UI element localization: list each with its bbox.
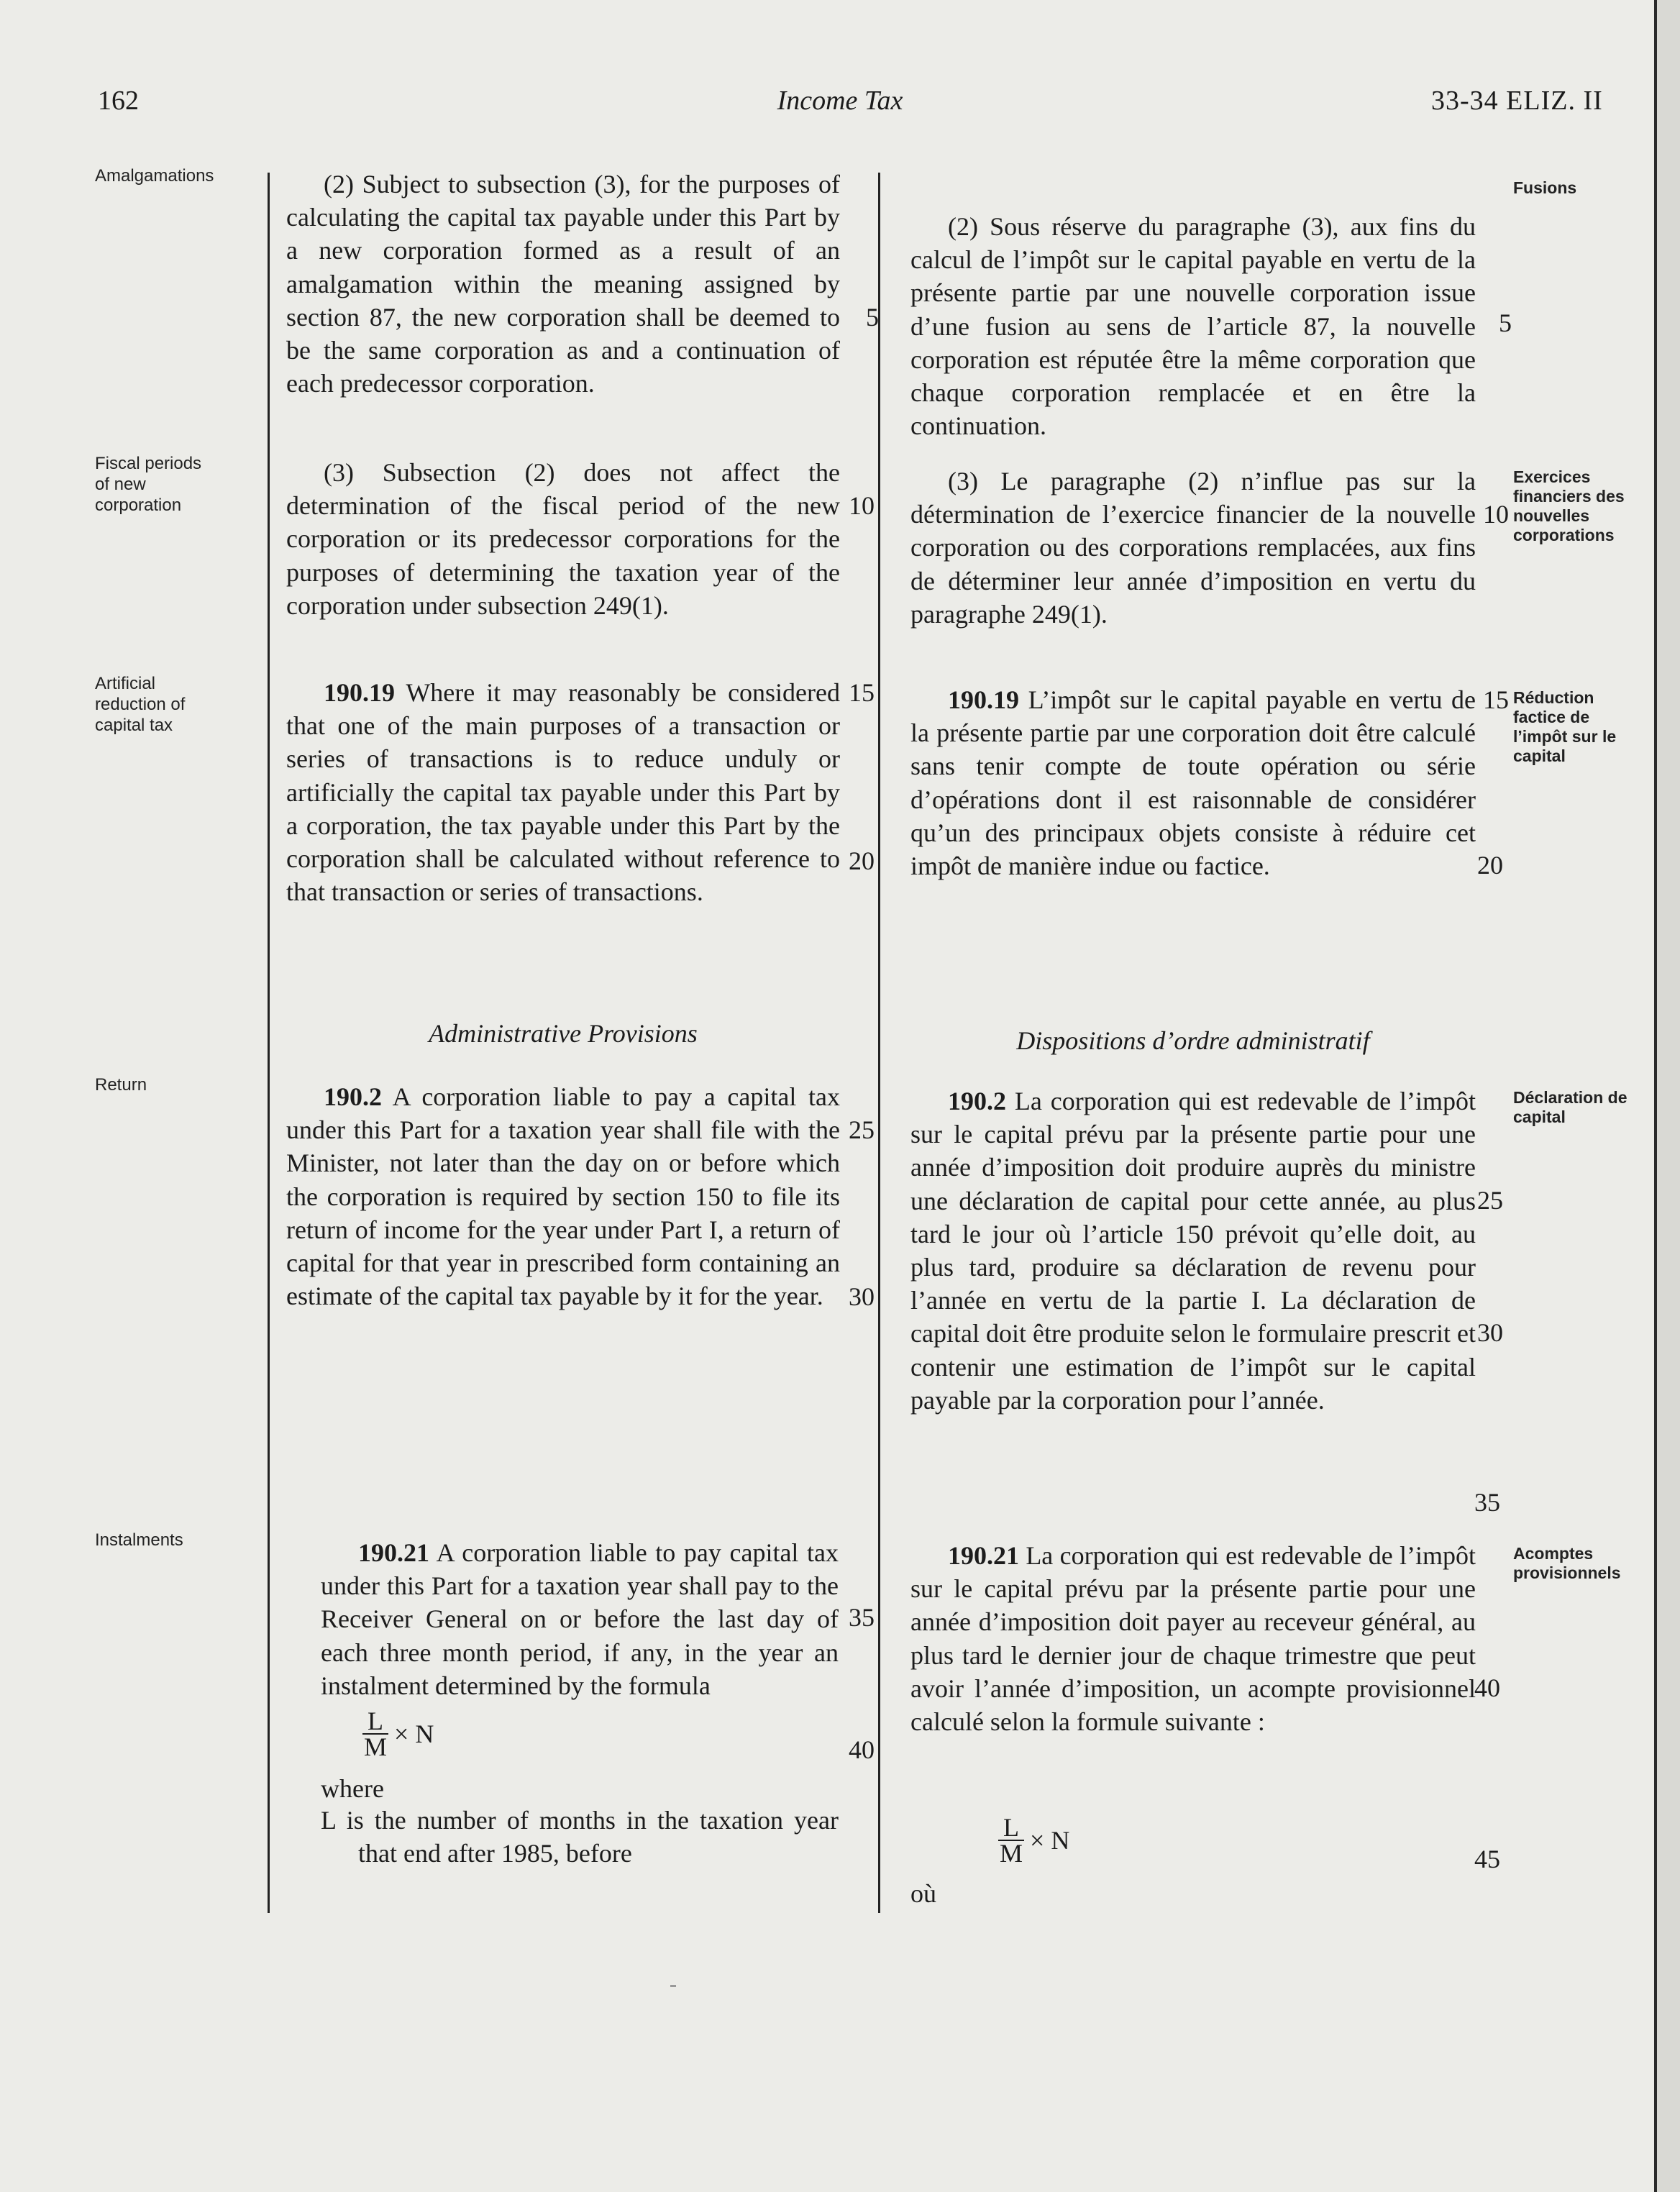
- page-number: 162: [98, 86, 139, 116]
- en-line-number: 40: [849, 1735, 875, 1764]
- margin-note-artificial-reduction: Artificial reduction of capital tax: [95, 674, 186, 735]
- margin-note-declaration: Déclaration de capital: [1513, 1088, 1628, 1126]
- margin-note-amalgamations: Amalgamations: [95, 166, 214, 186]
- en-section-190-19: 190.19 Where it may reasonably be considered that one of the main purposes of a transaction or series of transactions is to reduce unduly or artificially the capital tax payable under this Part by a corporation, the tax payable under this Part by the corporation shall be calculated without reference to that transaction or series of transactions.: [286, 678, 840, 907]
- fr-line-number: 45: [1474, 1845, 1500, 1873]
- fr-line-number: 30: [1477, 1318, 1503, 1347]
- en-admin-heading: Administrative Provisions: [429, 1019, 698, 1048]
- en-where: where: [321, 1774, 384, 1803]
- en-line-number: 25: [849, 1115, 875, 1144]
- fr-line-number: 40: [1474, 1673, 1500, 1702]
- fr-section-number-190-21: 190.21: [948, 1541, 1019, 1570]
- fr-admin-heading: Dispositions d’ordre administratif: [1016, 1026, 1370, 1055]
- margin-note-reduction: Réduction factice de l’impôt sur le capital: [1513, 688, 1617, 765]
- fr-line-number: 20: [1477, 851, 1503, 880]
- en-line-number: 30: [849, 1282, 875, 1311]
- fr-section-190-19: 190.19 L’impôt sur le capital payable en vertu de la présente partie par une corporation doit être calculé sans tenir compte de toute opération ou série d’opérations dont il est raisonnable de considérer qu’un des principaux objets consiste à réduire cet impôt de manière indue ou factice.: [910, 685, 1476, 881]
- fr-formula: $\frac{L}{M}$ × N: [1000, 1813, 1070, 1868]
- en-line-number: 15: [849, 678, 875, 707]
- en-line-number: 5: [866, 303, 879, 332]
- margin-note-fusions: Fusions: [1513, 178, 1577, 197]
- column-rule-middle: [878, 173, 880, 1913]
- fr-line-number: 15: [1483, 685, 1509, 714]
- fr-line-number: 5: [1499, 309, 1512, 337]
- en-line-number: 10: [849, 491, 875, 520]
- margin-note-return: Return: [95, 1075, 147, 1095]
- fr-section-190-2: 190.2 La corporation qui est redevable de l’impôt sur le capital prévu par la présente partie pour une année d’imposition doit produire auprès du ministre une déclaration de capital pour cette année, au plus tard le jour où l’article 150 prévoit qu’elle doit, au plus tard, produire sa déclaration de revenu pour l’année en vertu de la partie I. La déclaration de capital doit être produite selon le formulaire prescrit et contenir une estimation de l’impôt sur le capital payable par la corporation pour l’année.: [910, 1087, 1476, 1415]
- fr-subsection-2: (2) Sous réserve du paragraphe (3), aux fins du calcul de l’impôt sur le capital payable en vertu de la présente partie par une nouvelle corporation issue d’une fusion au sens de l’article 87, la nouvelle corporation est réputée être la même corporation que chaque corporation remplacée et en être la continuation.: [910, 212, 1476, 441]
- margin-note-acomptes: Acomptes provisionnels: [1513, 1544, 1621, 1582]
- en-line-number: 35: [849, 1603, 875, 1632]
- running-title: Income Tax: [777, 86, 903, 116]
- page-speck: [670, 1985, 676, 1987]
- margin-note-exercices: Exercices financiers des nouvelles corporations: [1513, 467, 1625, 544]
- en-subsection-3: (3) Subsection (2) does not affect the determination of the fiscal period of the new corporation or its predecessor corporations for the purposes of determining the taxation year of the corporation under subsection 249(1).: [286, 458, 840, 620]
- fr-line-number: 10: [1483, 500, 1509, 529]
- en-section-190-21: 190.21 A corporation liable to pay capital tax under this Part for a taxation year shall pay to the Receiver General on or before the last day of each three month period, if any, in the year an instalment determined by the formula: [321, 1538, 839, 1700]
- fr-section-190-21: 190.21 La corporation qui est redevable de l’impôt sur le capital prévu par la présente partie pour une année d’imposition doit payer au receveur général, au plus tard le dernier jour de chaque trimestre que peut avoir l’année d’imposition, un acompte provisionnel calculé selon la formule suivante :: [910, 1541, 1476, 1737]
- fr-section-number-190-19: 190.19: [948, 685, 1019, 714]
- fr-line-number: 25: [1477, 1186, 1503, 1215]
- fr-line-number: 35: [1474, 1488, 1500, 1517]
- en-section-190-2: 190.2 A corporation liable to pay a capital tax under this Part for a taxation year shall file with the Minister, not later than the day on or before which the corporation is required by section 150 to file its return of income for the year under Part I, a return of capital for that year in prescribed form containing an estimate of the capital tax payable by it for the year.: [286, 1082, 840, 1311]
- column-rule-left: [268, 173, 270, 1913]
- regnal-year: 33-34 ELIZ. II: [1431, 86, 1603, 116]
- en-formula: $\frac{L}{M}$ × N: [364, 1707, 434, 1761]
- en-subsection-2: (2) Subject to subsection (3), for the purposes of calculating the capital tax payable under this Part by a new corporation formed as a result of an amalgamation within the meaning assigned by section 87, the new corporation shall be deemed to be the same corporation as and a continuation of each predecessor corporation.: [286, 170, 840, 398]
- margin-note-instalments: Instalments: [95, 1530, 183, 1550]
- fr-subsection-3: (3) Le paragraphe (2) n’influe pas sur la détermination de l’exercice financier de la nouvelle corporation ou des corporations remplacées, aux fins de déterminer leur année d’imposition en vertu du paragraphe 249(1).: [910, 467, 1476, 629]
- fr-section-number-190-2: 190.2: [948, 1087, 1006, 1115]
- en-section-number-190-19: 190.19: [324, 678, 395, 707]
- en-section-number-190-21: 190.21: [358, 1538, 429, 1567]
- next-page-edge: [1654, 0, 1680, 2192]
- en-definition-l: L is the number of months in the taxation year that end after 1985, before: [321, 1806, 839, 1868]
- en-section-number-190-2: 190.2: [324, 1082, 382, 1111]
- en-line-number: 20: [849, 846, 875, 875]
- fr-ou: où: [910, 1879, 936, 1908]
- margin-note-fiscal-periods: Fiscal periods of new corporation: [95, 454, 202, 515]
